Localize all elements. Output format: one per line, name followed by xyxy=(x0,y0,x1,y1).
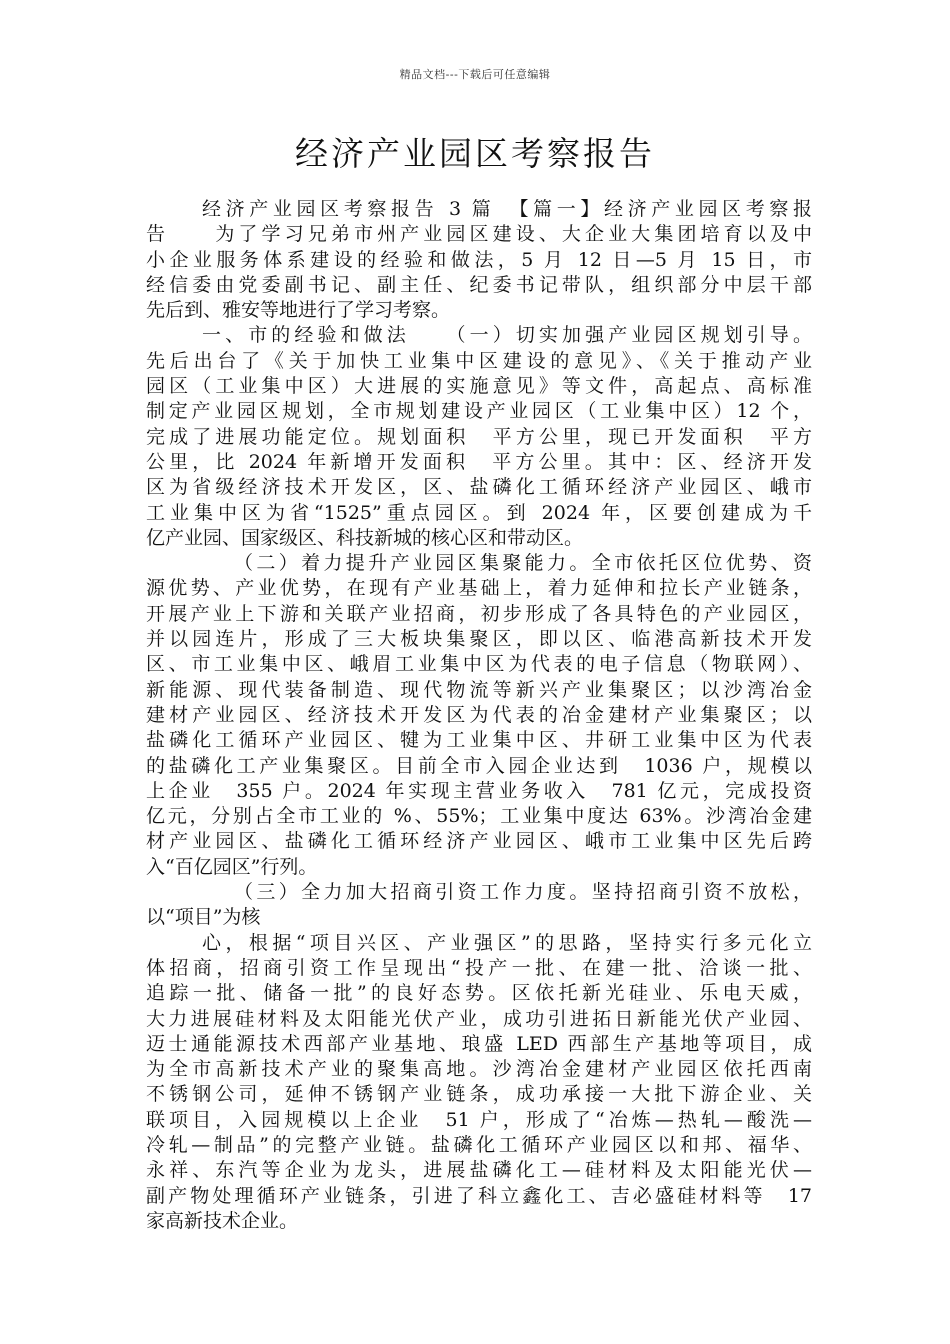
body-line: 追踪一批、储备一批”的良好态势。区依托新光硅业、乐电天威， xyxy=(146,982,812,1005)
body-line: 完成了进展功能定位。规划面积 平方公里，现已开发面积 平方 xyxy=(146,425,812,448)
document-body xyxy=(146,197,812,1234)
body-line: 亿元，分别占全市工业的 %、55%；工业集中度达 63%。沙湾冶金建 xyxy=(146,805,812,828)
body-line: 永祥、东汽等企业为龙头，进展盐磷化工—硅材料及太阳能光伏— xyxy=(146,1159,812,1182)
body-line: 一、市的经验和做法 （一）切实加强产业园区规划引导。 xyxy=(202,324,812,347)
body-line: 的盐磷化工产业集聚区。目前全市入园企业达到 1036 户，规模以 xyxy=(146,754,812,777)
header-note: 精品文档---下载后可任意编辑 xyxy=(399,68,551,81)
body-line: 入“百亿园区”行列。 xyxy=(146,855,318,878)
body-line: 并以园连片，形成了三大板块集聚区，即以区、临港高新技术开发 xyxy=(146,628,812,651)
body-line: 材产业园区、盐磷化工循环经济产业园区、峨市工业集中区先后跨 xyxy=(146,830,812,853)
body-line: 开展产业上下游和关联产业招商，初步形成了各具特色的产业园区， xyxy=(146,602,812,625)
body-line: 区为省级经济技术开发区，区、盐磷化工循环经济产业园区、峨市 xyxy=(146,476,812,499)
body-line: 小企业服务体系建设的经验和做法，5 月 12 日—5 月 15 日，市 xyxy=(146,248,812,271)
body-line: 源优势、产业优势，在现有产业基础上，着力延伸和拉长产业链条， xyxy=(146,577,812,600)
body-line: 经济产业园区考察报告 3 篇 【篇一】经济产业园区考察报 xyxy=(202,198,812,220)
body-line: 经信委由党委副书记、副主任、纪委书记带队，组织部分中层干部 xyxy=(146,273,812,296)
body-line: 副产物处理循环产业链条，引进了科立鑫化工、吉必盛硅材料等 17 xyxy=(146,1184,812,1207)
body-line: 亿产业园、国家级区、科技新城的核心区和带动区。 xyxy=(146,526,584,549)
body-line: 体招商，招商引资工作呈现出“投产一批、在建一批、洽谈一批、 xyxy=(146,956,812,979)
body-line: 不锈钢公司，延伸不锈钢产业链条，成功承接一大批下游企业、关 xyxy=(146,1083,812,1106)
body-line: 为全市高新技术产业的聚集高地。沙湾冶金建材产业园区依托西南 xyxy=(146,1058,812,1081)
body-line: 心，根据“项目兴区、产业强区”的思路，坚持实行多元化立 xyxy=(202,931,812,954)
body-line: 工业集中区为省“1525”重点园区。到 2024 年，区要创建成为千 xyxy=(146,501,812,524)
body-line: （二）着力提升产业园区集聚能力。全市依托区位优势、资 xyxy=(234,552,812,575)
body-line: 家高新技术企业。 xyxy=(146,1209,299,1232)
body-line: 制定产业园区规划，全市规划建设产业园区（工业集中区）12 个， xyxy=(146,400,812,423)
body-line: 以“项目”为核 xyxy=(146,906,261,929)
body-line: 先后出台了《关于加快工业集中区建设的意见》、《关于推动产业 xyxy=(146,349,812,372)
body-line: 告 为了学习兄弟市州产业园区建设、大企业大集团培育以及中 xyxy=(146,223,812,246)
body-line: 迈士通能源技术西部产业基地、琅盛 LED 西部生产基地等项目，成 xyxy=(146,1032,812,1055)
document-title: 经济产业园区考察报告 xyxy=(295,134,655,173)
body-line: （三）全力加大招商引资工作力度。坚持招商引资不放松， xyxy=(234,881,812,904)
body-line: 联项目，入园规模以上企业 51 户，形成了“冶炼—热轧—酸洗— xyxy=(146,1108,812,1131)
body-line: 冷轧—制品”的完整产业链。盐磷化工循环产业园区以和邦、福华、 xyxy=(146,1133,812,1156)
body-line: 区、市工业集中区、峨眉工业集中区为代表的电子信息（物联网）、 xyxy=(146,653,812,676)
body-line: 先后到、雅安等地进行了学习考察。 xyxy=(146,299,451,322)
body-line: 盐磷化工循环产业园区、犍为工业集中区、井研工业集中区为代表 xyxy=(146,729,812,752)
body-line: 上企业 355 户。2024 年实现主营业务收入 781 亿元，完成投资 xyxy=(146,779,812,802)
body-line: 大力进展硅材料及太阳能光伏产业，成功引进拓日新能光伏产业园、 xyxy=(146,1007,812,1030)
body-line: 新能源、现代装备制造、现代物流等新兴产业集聚区；以沙湾冶金 xyxy=(146,678,812,701)
body-line: 公里，比 2024 年新增开发面积 平方公里。其中：区、经济开发 xyxy=(146,450,812,473)
body-line: 建材产业园区、经济技术开发区为代表的冶金建材产业集聚区；以 xyxy=(146,703,812,726)
body-line: 园区（工业集中区）大进展的实施意见》等文件，高起点、高标准 xyxy=(146,375,812,398)
